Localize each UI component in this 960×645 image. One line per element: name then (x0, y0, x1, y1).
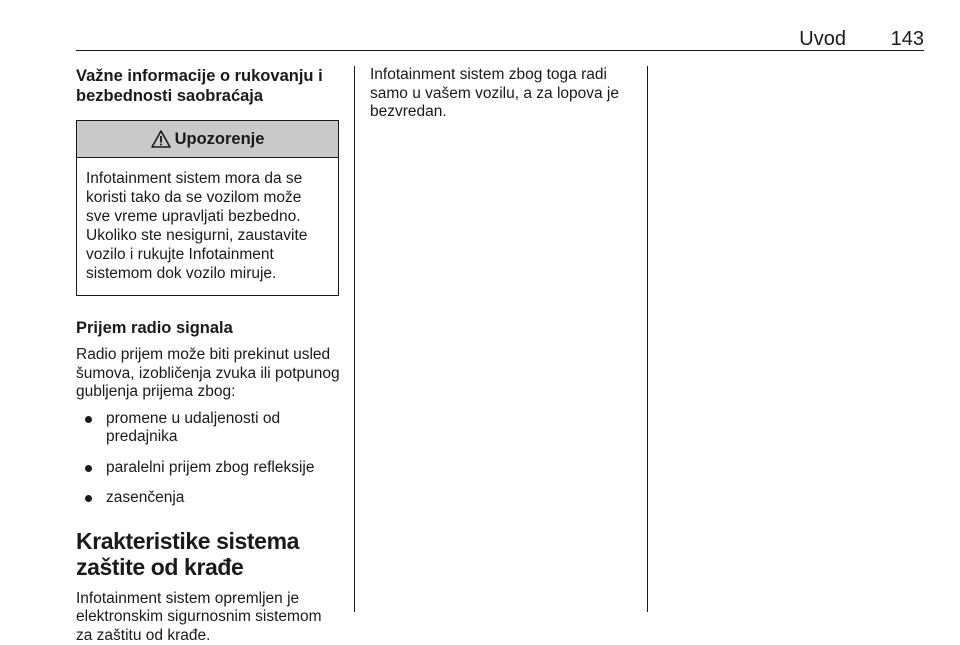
warning-box (76, 120, 339, 296)
column-left (76, 66, 340, 645)
list-item: promene u udaljenosti od predajnika (76, 410, 340, 447)
section-title: Uvod (799, 28, 846, 51)
radio-intro: Radio prijem može biti prekinut usled šumova, izobličenja zvuka ili potpunog gubljenja prijema zbog: (76, 346, 340, 402)
warning-text: Infotainment sistem mora da se koristi tako da se vozilom može sve vreme upravljati bezbedno. Ukoliko ste nesigurni, zaustavite vozilo i rukujte Infotainment sistemom dok vozilo miruje. (77, 158, 338, 295)
theft-text: Infotainment sistem opremljen je elektronskim sigurnosnim sistemom za zaštitu od krađe. (76, 590, 340, 645)
bullet-dot (85, 495, 92, 502)
list-item: paralelni prijem zbog refleksije (76, 459, 340, 478)
safety-heading: Važne informacije o rukovanju i bezbednosti saobraćaja (76, 66, 340, 106)
radio-heading: Prijem radio signala (76, 318, 340, 338)
warning-triangle-icon (151, 130, 171, 148)
theft-heading: Krakteristike sistema zaštite od krađe (76, 528, 340, 580)
page-number: 143 (891, 28, 924, 51)
bullet-dot (85, 416, 92, 423)
bullet-dot (85, 465, 92, 472)
list-item: zasenčenja (76, 489, 340, 508)
column-divider-left (354, 66, 355, 612)
theft-text-continued: Infotainment sistem zbog toga radi samo u vašem vozilu, a za lopova je bezvredan. (370, 66, 634, 122)
page-header (76, 28, 924, 51)
column-divider-right (647, 66, 648, 612)
column-middle (370, 66, 634, 122)
warning-title: Upozorenje (175, 130, 265, 149)
warning-header (77, 121, 338, 158)
radio-bullet-list (76, 410, 340, 508)
